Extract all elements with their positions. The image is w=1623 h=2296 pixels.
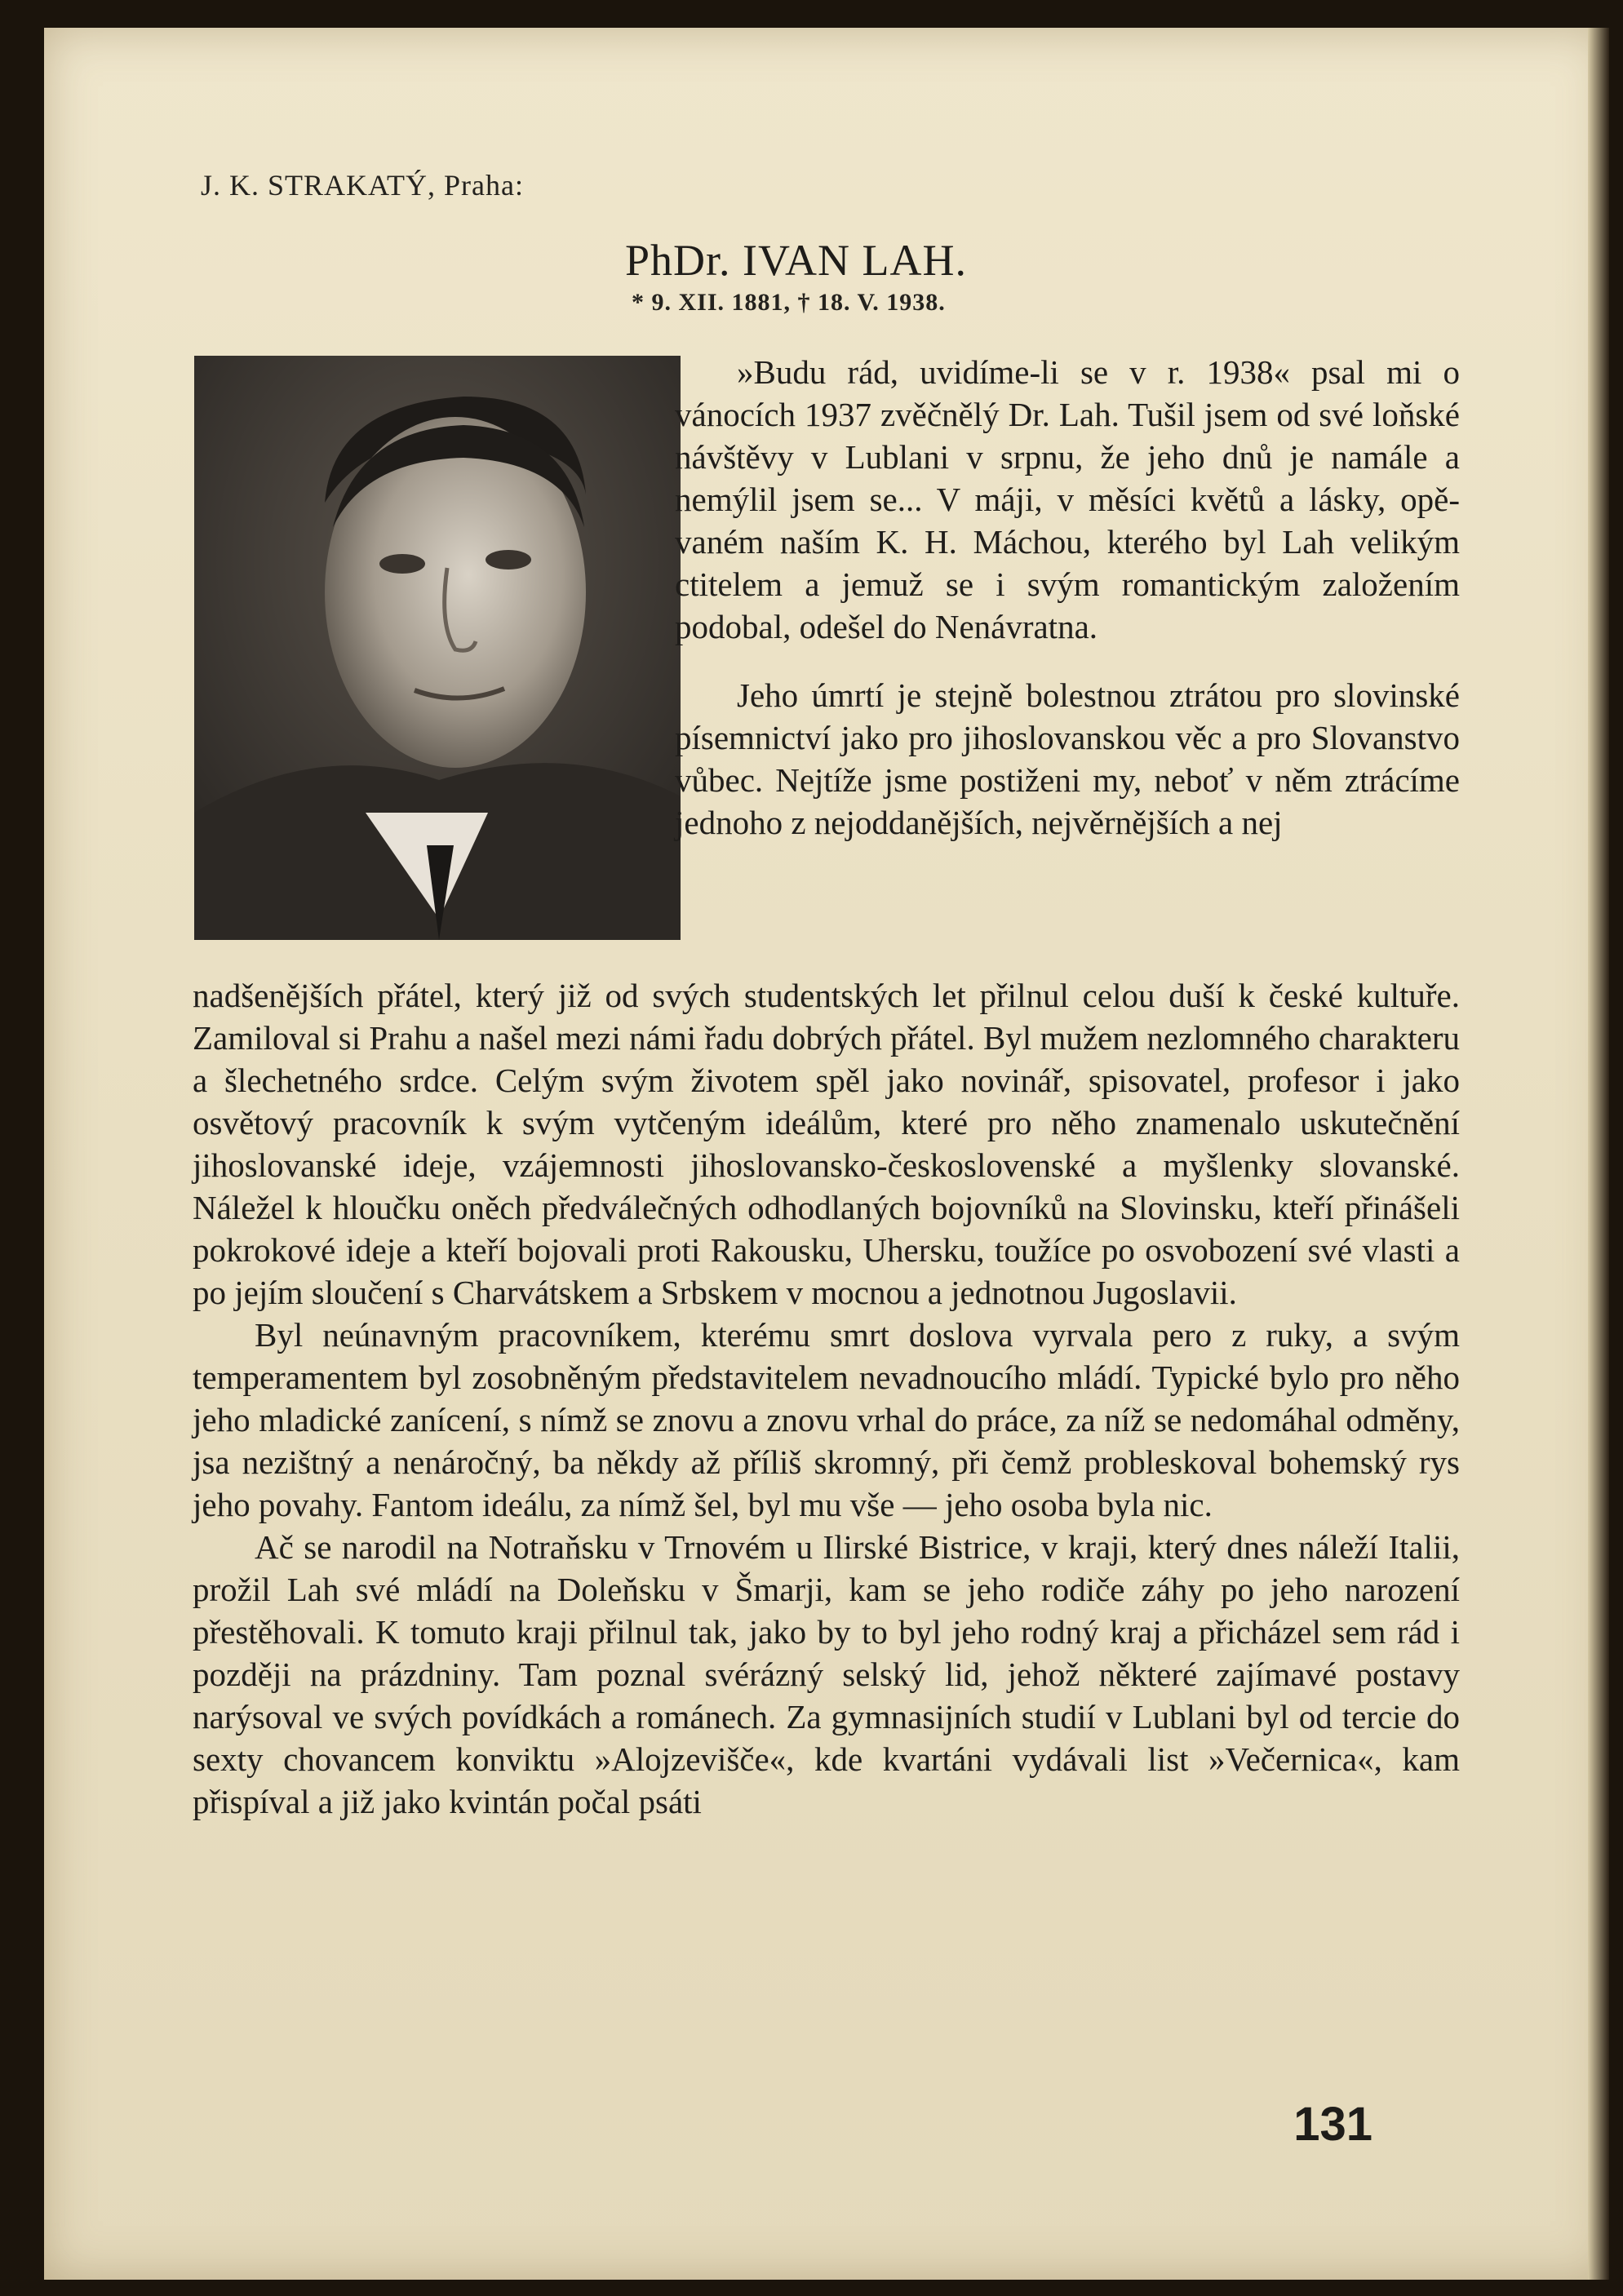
author-line: J. K. STRAKATÝ, Praha: (201, 169, 524, 202)
life-dates: * 9. XII. 1881, † 18. V. 1938. (632, 289, 946, 316)
body-paragraph-2: Ač se narodil na Notraňsku v Trnovém u Ilirské Bistrice, v kraji, který dnes náleží Italii, prožil Lah své mládí na Doleňsku v Šmarji, kam se jeho rodiče záhy po jeho narození přestěhovali. K tomuto kraji přilnul tak, jako by to byl jeho rodný kraj a přicházel sem rád i později na prázdniny. Tam poznal svérázný selský lid, jehož některé zajímavé postavy narýsoval ve svých povídkách a románech. Za gymnasijních studií v Lublani byl od tercie do sexty chovancem konviktu »Alojzevišče«, kde kvartáni vydávali list »Večernica«, kam přispíval a již jako kvintán počal psáti (193, 1528, 1460, 1820)
continuation-paragraph: nadšenějších přátel, který již od svých studentských let přilnul celou duší k české kultuře. Zamiloval si Prahu a našel mezi námi řadu dobrých přátel. Byl mužem nezlomného charakteru a šlechetného srdce. Celým svým životem spěl jako novinář, spisovatel, profesor i jako osvětový pracovník k svým vytčeným ideálům, které pro něho znamenalo uskutečnění jihoslovanské ideje, vzájemnosti jihoslovansko-československé a myšlenky slovanské. Náležel k hloučku oněch předválečných odhodlaných bojovníků na Slovinsku, kteří přinášeli pokrokové ideje a kteří bojovali proti Rakousku, Uhersku, toužíce po osvobození své vlasti a po jejím sloučení s Charvátskem a Srbskem v mocnou a jednotnou Jugoslavii. (193, 977, 1460, 1311)
intro-text-column (675, 351, 1460, 870)
portrait-photo (194, 356, 681, 940)
book-page (44, 28, 1609, 2280)
intro-paragraph-1: »Budu rád, uvidíme-li se v r. 1938« psal mi o vánocích 1937 zvěčnělý Dr. Lah. Tušil jsem od své loňské návštěvy v Lublani v srpnu, že jeho dnů je namále a nemýlil jsem se... V máji, v měsíci květů a lásky, opěvaném naším K. H. Máchou, kterého byl Lah velikým ctitelem a jemuž se i svým romantickým založením podobal, odešel do Nenávratna. (675, 353, 1460, 645)
article-title: PhDr. IVAN LAH. (625, 236, 968, 285)
page-number: 131 (1293, 2098, 1372, 2151)
intro-paragraph-2: Jeho úmrtí je stejně bolestnou ztrátou pro slovinské písemnictví jako pro jihoslovanskou věc a pro Slovanstvo vůbec. Nejtíže jsme postiženi my, neboť v něm ztrácíme jednoho z nejoddanějších, nejvěrnějších a nej (675, 676, 1460, 841)
body-paragraph-1: Byl neúnavným pracovníkem, kterému smrt doslova vyrvala pero z ruky, a svým temperamentem byl zosobněným představitelem nevadnoucího mládí. Typické bylo pro něho jeho mladické zanícení, s nímž se znovu a znovu vrhal do práce, za níž se nedomáhal odměny, jsa nezištný a nenáročný, ba někdy až příliš skromný, při čemž probleskoval bohemský rys jeho povahy. Fantom ideálu, za nímž šel, byl mu vše — jeho osoba byla nic. (193, 1316, 1460, 1523)
main-text-column (193, 974, 1460, 1823)
book-spine-shadow (1588, 28, 1609, 2280)
